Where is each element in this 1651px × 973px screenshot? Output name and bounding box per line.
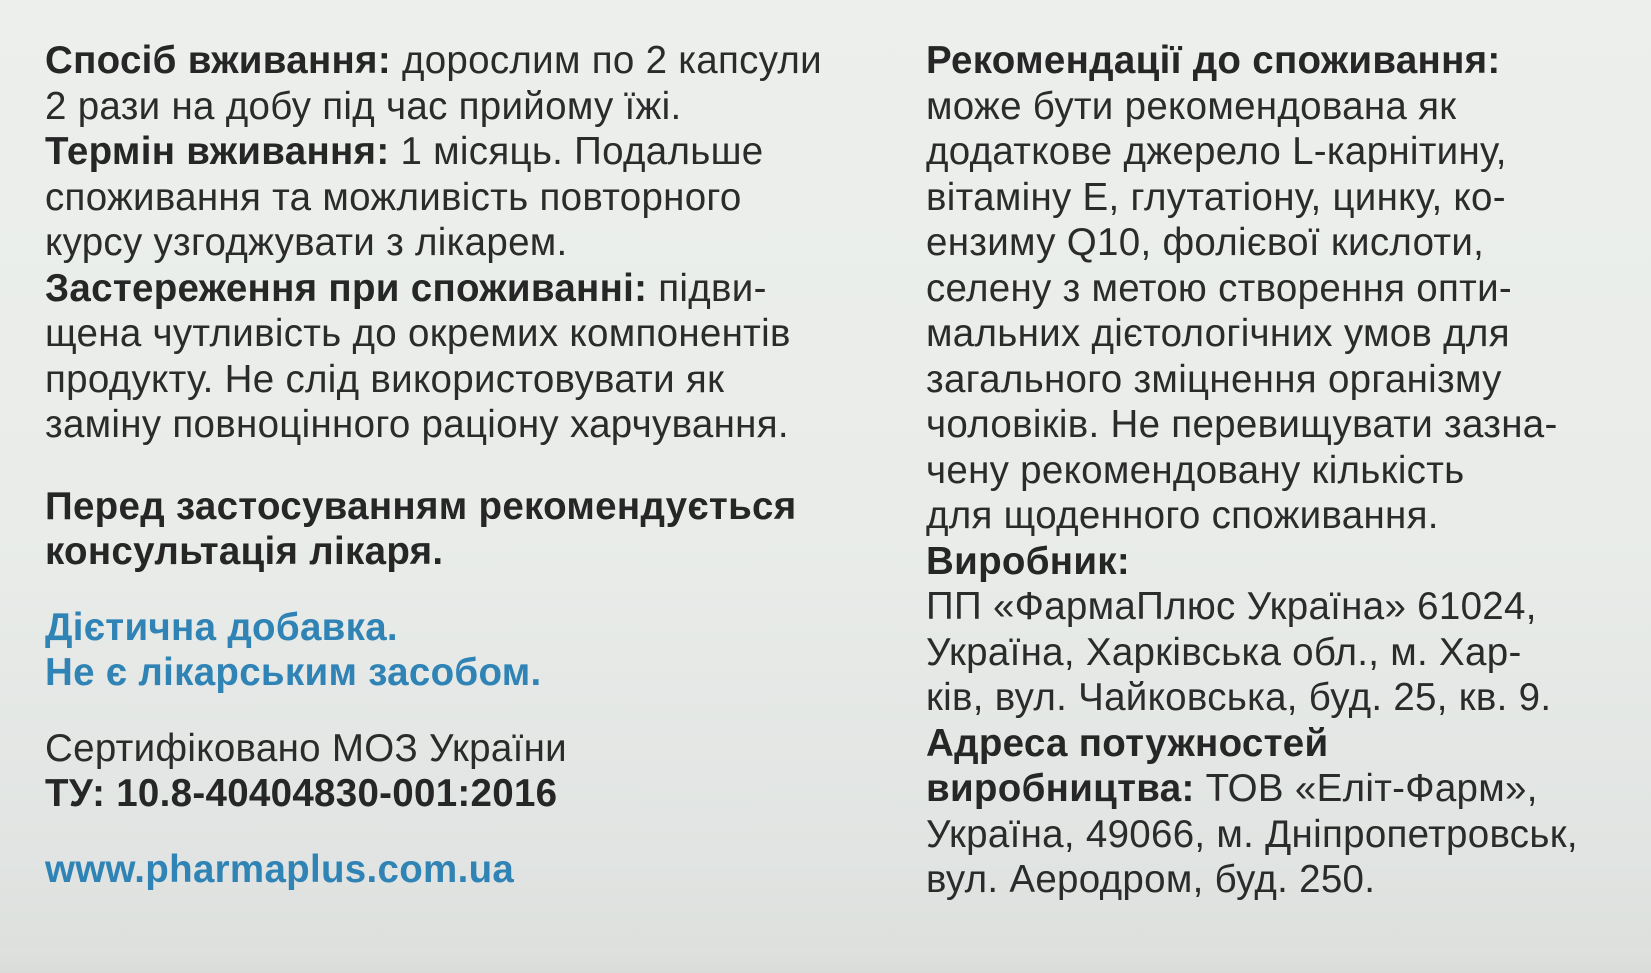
term-label: Термін вживання:	[45, 130, 390, 173]
facility-line: Україна, 49066, м. Дніпропетровськ,	[926, 812, 1578, 856]
warning-text-line-2: щена чутливість до окремих компонентів	[45, 312, 791, 355]
recommendation-label: Рекомендації до споживання:	[926, 39, 1501, 82]
warning-paragraph	[45, 266, 875, 448]
recommendation-line: вітаміну Е, глутатіону, цинку, ко-	[926, 175, 1506, 219]
warning-label: Застереження при споживанні:	[45, 266, 648, 310]
left-column	[45, 38, 875, 892]
right-column	[926, 38, 1626, 903]
consult-line-2: консультація лікаря.	[45, 530, 444, 573]
manufacturer-line: ПП «ФармаПлюс Україна» 61024,	[926, 585, 1537, 628]
usage-text-cont: 2 рази на добу під час прийому їжі.	[45, 84, 682, 128]
term-text: 1 місяць. Подальше	[389, 130, 764, 173]
certification-paragraph	[45, 726, 875, 817]
facility-paragraph	[926, 721, 1626, 903]
term-text-line-3: курсу узгоджувати з лікарем.	[45, 221, 568, 264]
recommendation-paragraph	[926, 38, 1626, 539]
manufacturer-line: ків, вул. Чайковська, буд. 25, кв. 9.	[926, 676, 1552, 719]
supplement-line-1: Дієтична добавка.	[45, 605, 398, 649]
recommendation-line: може бути рекомендована як	[926, 84, 1457, 128]
recommendation-line: додаткове джерело L-карнітину,	[926, 130, 1507, 173]
term-paragraph	[45, 129, 875, 266]
facility-line: вул. Аеродром, буд. 250.	[926, 858, 1376, 901]
website-link: www.pharmaplus.com.ua	[45, 847, 515, 891]
package-bottom-edge	[0, 948, 1651, 973]
supplement-paragraph	[45, 605, 875, 696]
recommendation-line: чену рекомендовану кількість	[926, 448, 1465, 492]
usage-label: Спосіб вживання:	[45, 39, 391, 82]
recommendation-line: мальних дієтологічних умов для	[926, 312, 1510, 355]
warning-text-line-4: заміну повноцінного раціону харчування.	[45, 403, 789, 446]
recommendation-line: чоловіків. Не перевищувати зазна-	[926, 403, 1558, 446]
consult-line-1: Перед застосуванням рекомендується	[45, 484, 797, 528]
supplement-line-2: Не є лікарським засобом.	[45, 651, 542, 694]
consult-paragraph	[45, 484, 875, 575]
recommendation-line: для щоденного споживання.	[926, 494, 1439, 537]
term-text-line-2: споживання та можливість повторного	[45, 175, 742, 219]
usage-text: дорослим по 2 капсули	[390, 39, 822, 82]
recommendation-line: селену з метою створення опти-	[926, 266, 1513, 310]
facility-label-cont: виробництва:	[926, 767, 1195, 810]
tu-code: ТУ: 10.8-40404830-001:2016	[45, 772, 558, 815]
recommendation-line: ензиму Q10, фолієвої кислоти,	[926, 221, 1485, 264]
usage-paragraph	[45, 38, 875, 129]
warning-text-line-3: продукту. Не слід використовувати як	[45, 357, 725, 401]
manufacturer-paragraph	[926, 539, 1626, 721]
facility-label: Адреса потужностей	[926, 721, 1329, 765]
facility-text: ТОВ «Еліт-Фарм»,	[1194, 767, 1538, 810]
certified-text: Сертифіковано МОЗ України	[45, 726, 567, 770]
website-paragraph	[45, 847, 875, 893]
manufacturer-line: Україна, Харківська обл., м. Хар-	[926, 630, 1522, 674]
warning-text: підви-	[647, 266, 767, 310]
recommendation-line: загального зміцнення організму	[926, 357, 1502, 401]
manufacturer-label: Виробник:	[926, 539, 1130, 583]
